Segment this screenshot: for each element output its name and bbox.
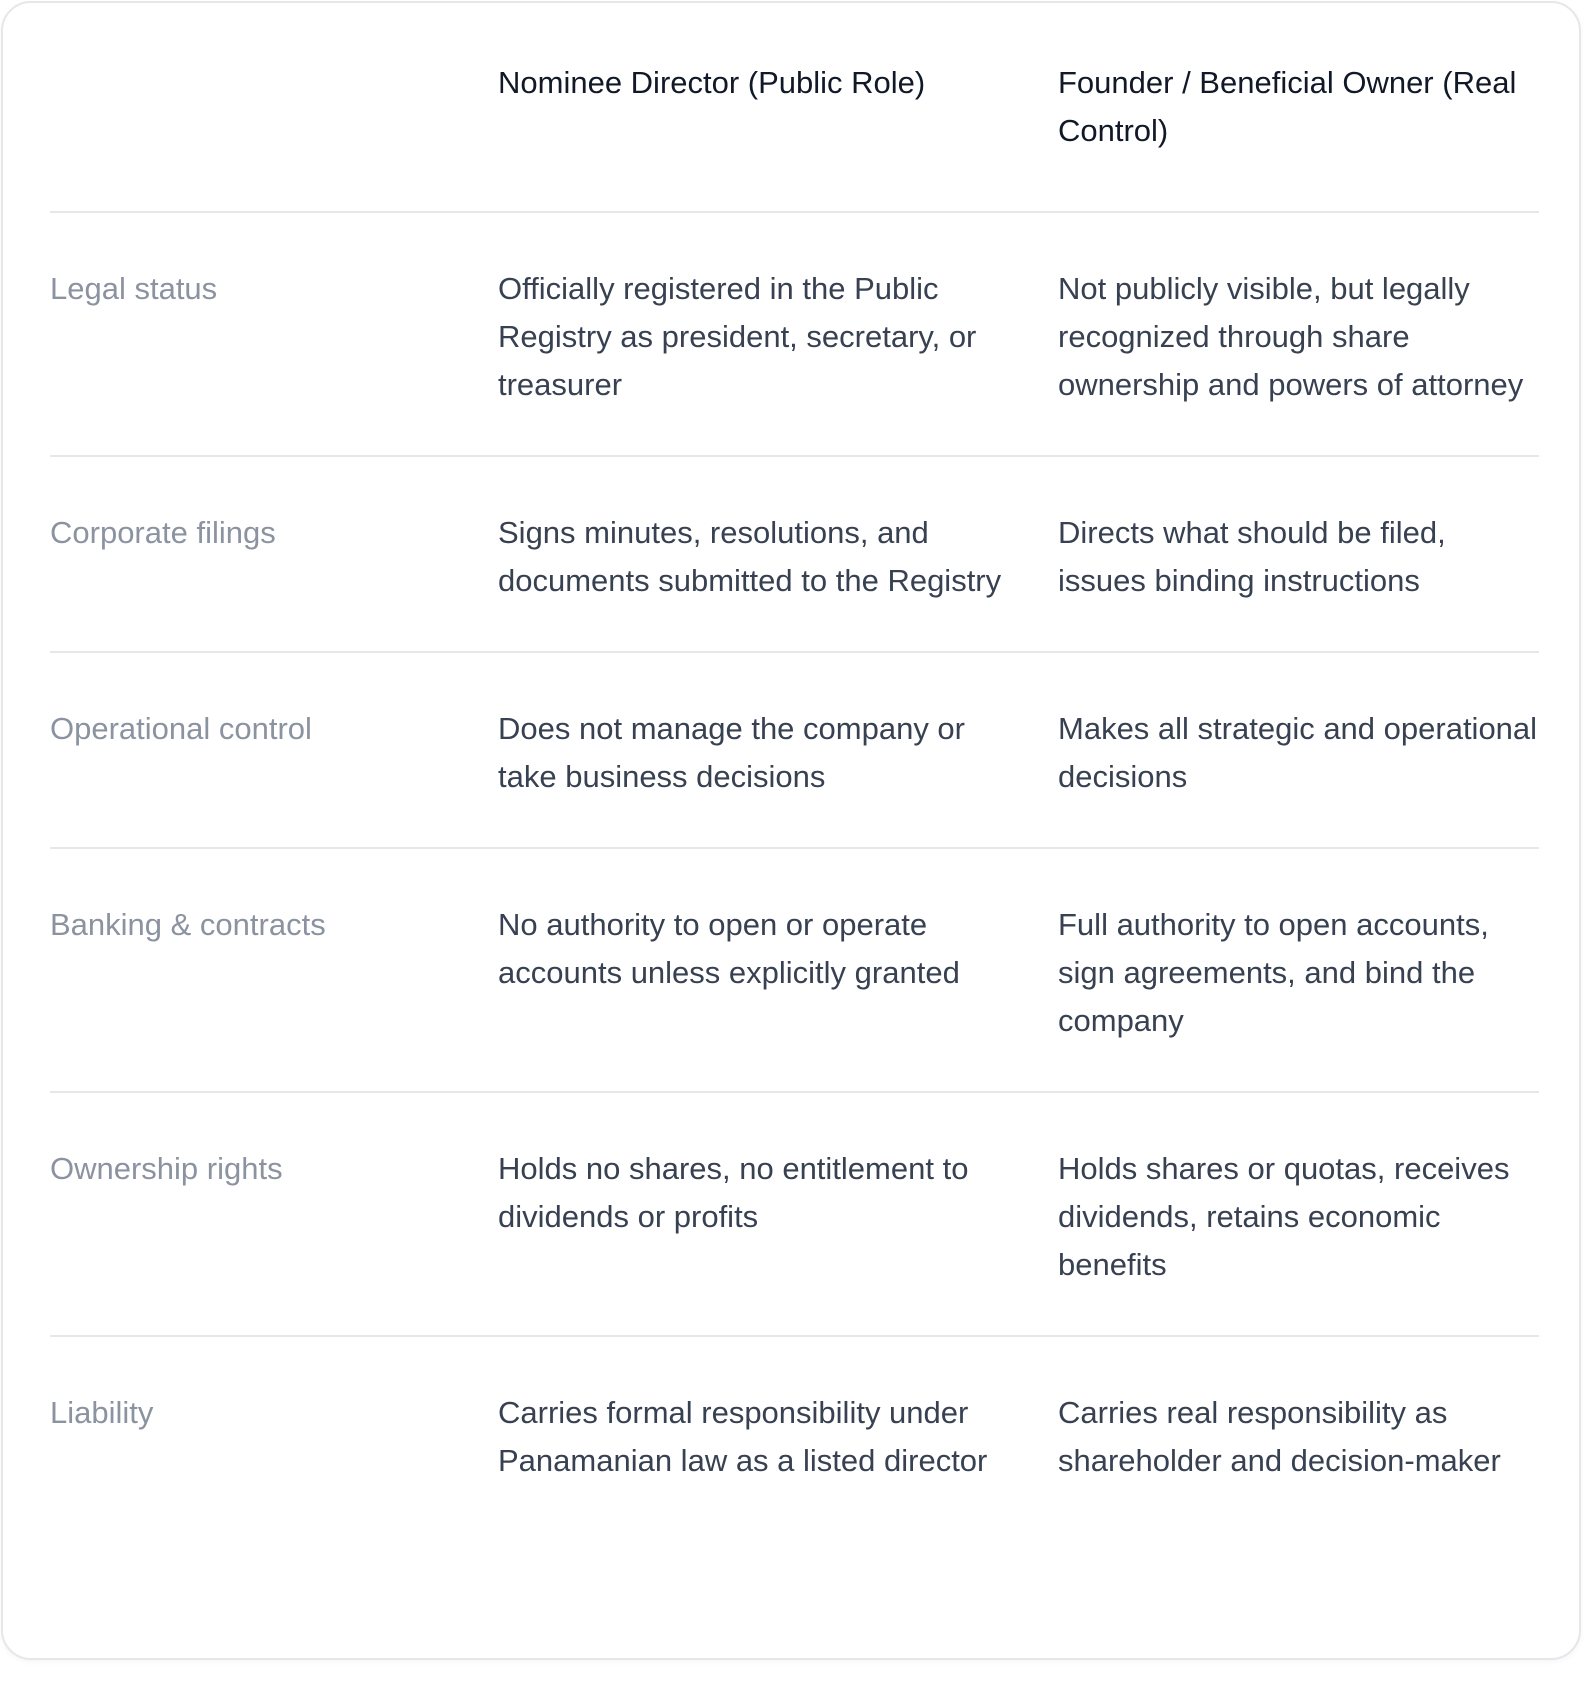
row-label: Legal status <box>50 212 498 456</box>
header-label-column <box>50 3 498 212</box>
comparison-table <box>50 3 1539 1531</box>
row-label: Operational control <box>50 652 498 848</box>
founder-cell: Directs what should be filed, issues binding instructions <box>1058 456 1539 652</box>
table-row <box>50 1336 1539 1531</box>
comparison-card <box>1 1 1581 1660</box>
table-row <box>50 212 1539 456</box>
table-row <box>50 848 1539 1092</box>
founder-cell: Not publicly visible, but legally recognized through share ownership and powers of attorney <box>1058 212 1539 456</box>
nominee-cell: Carries formal responsibility under Panamanian law as a listed director <box>498 1395 988 1478</box>
founder-cell: Makes all strategic and operational decisions <box>1058 652 1539 848</box>
row-label: Liability <box>50 1395 154 1430</box>
table-row <box>50 1092 1539 1336</box>
row-label: Corporate filings <box>50 456 498 652</box>
nominee-cell: Holds no shares, no entitlement to dividends or profits <box>498 1092 1058 1336</box>
table-header-row <box>50 3 1539 212</box>
row-label: Banking & contracts <box>50 848 498 1092</box>
nominee-cell: Does not manage the company or take business decisions <box>498 652 1058 848</box>
nominee-cell: No authority to open or operate accounts unless explicitly granted <box>498 848 1058 1092</box>
header-nominee-director: Nominee Director (Public Role) <box>498 3 1058 212</box>
header-founder-beneficial-owner: Founder / Beneficial Owner (Real Control) <box>1058 3 1539 212</box>
founder-cell: Full authority to open accounts, sign agreements, and bind the company <box>1058 848 1539 1092</box>
table-row <box>50 456 1539 652</box>
nominee-cell: Officially registered in the Public Registry as president, secretary, or treasurer <box>498 212 1058 456</box>
founder-cell: Holds shares or quotas, receives dividends, retains economic benefits <box>1058 1092 1539 1336</box>
nominee-cell: Signs minutes, resolutions, and documents submitted to the Registry <box>498 456 1058 652</box>
founder-cell: Carries real responsibility as shareholder and decision-maker <box>1058 1395 1501 1478</box>
row-label: Ownership rights <box>50 1092 498 1336</box>
table-row <box>50 652 1539 848</box>
